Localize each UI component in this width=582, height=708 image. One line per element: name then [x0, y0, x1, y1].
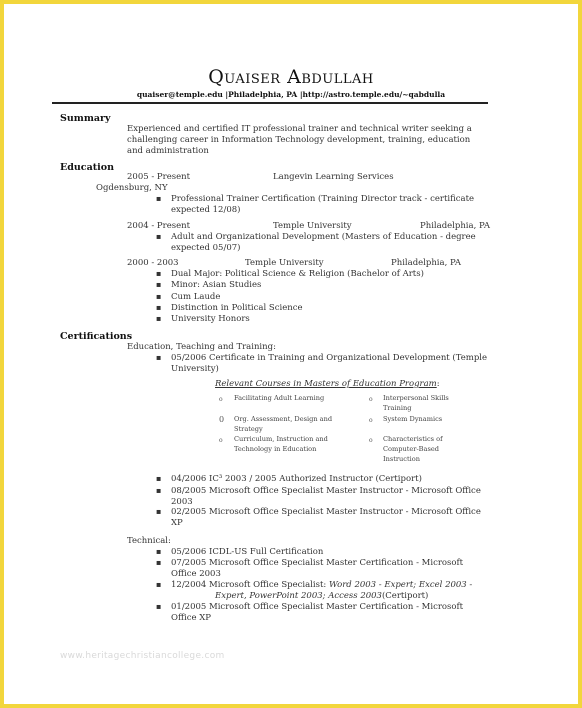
edu2-dates: 2004 - Present: [127, 221, 191, 231]
cert-group-education: Education, Teaching and Training:: [127, 342, 276, 352]
course-marker: o: [369, 437, 373, 444]
tech-item-3-suffix: (Certiport): [381, 591, 429, 601]
bullet-icon: ▪: [156, 303, 162, 312]
edu3-bullet: Dual Major: Political Science & Religion (Bachelor of Arts): [171, 269, 424, 279]
course-left-2-line-2: Strategy: [234, 425, 263, 433]
cert-group-technical: Technical:: [127, 536, 171, 546]
course-marker: 0: [219, 415, 225, 424]
tech-item-3-italic-1: Word 2003 - Expert; Excel 2003 -: [328, 580, 473, 590]
tech-item-3-prefix: 12/2004 Microsoft Office Specialist:: [171, 580, 329, 590]
bullet-icon: ▪: [156, 292, 162, 301]
edu1-location: Ogdensburg, NY: [96, 183, 168, 193]
courses-heading-text: Relevant Courses in Masters of Education Program: [215, 379, 437, 389]
tech-item-4-line-2: Office XP: [171, 613, 211, 623]
cert-item-3-line-1: 08/2005 Microsoft Office Specialist Master Instructor - Microsoft Office: [171, 486, 481, 496]
course-left-2-line-1: Org. Assessment, Design and: [234, 415, 333, 423]
course-right-1-line-1: Interpersonal Skills: [383, 394, 449, 402]
bullet-icon: ▪: [156, 474, 162, 483]
edu3-bullet: Distinction in Political Science: [171, 303, 303, 313]
resume-name: Quaiser Abdullah: [208, 66, 374, 88]
edu2-location: Philadelphia, PA: [420, 221, 491, 231]
edu1-detail-1: Professional Trainer Certification (Training Director track - certificate: [171, 194, 475, 204]
edu3-org: Temple University: [245, 258, 324, 268]
tech-item-4-line-1: 01/2005 Microsoft Office Specialist Master Certification - Microsoft: [171, 602, 464, 612]
header-rule: [52, 102, 488, 104]
cert-item-4-line-1: 02/2005 Microsoft Office Specialist Master Instructor - Microsoft Office: [171, 507, 481, 517]
course-marker: o: [219, 437, 223, 444]
bullet-icon: ▪: [156, 602, 162, 611]
bullet-icon: ▪: [156, 580, 162, 589]
edu3-bullet: University Honors: [171, 314, 250, 324]
course-right-3-line-1: Characteristics of: [383, 435, 443, 443]
summary-line-2: challenging career in Information Technology development, training, education: [127, 135, 471, 145]
bullet-icon: ▪: [156, 232, 162, 241]
courses-heading-colon: :: [436, 379, 440, 389]
cert-item-3-line-2: 2003: [171, 497, 193, 507]
bullet-icon: ▪: [156, 314, 162, 323]
cert-item-1-line-2: University): [171, 364, 219, 374]
edu3-bullet: Cum Laude: [171, 292, 221, 302]
course-marker: o: [219, 396, 223, 403]
watermark: www.heritagechristiancollege.com: [60, 651, 225, 661]
contact-line: quaiser@temple.edu |Philadelphia, PA |http://astro.temple.edu/~qabdulla: [136, 90, 446, 99]
course-left-3-line-2: Technology in Education: [234, 445, 317, 453]
tech-item-2-line-1: 07/2005 Microsoft Office Specialist Master Certification - Microsoft: [171, 558, 464, 568]
summary-line-3: and administration: [127, 146, 209, 156]
course-marker: o: [369, 396, 373, 403]
certifications-heading: Certifications: [60, 331, 133, 342]
edu3-bullet: Minor: Asian Studies: [171, 280, 262, 290]
cert-item-4-line-2: XP: [171, 518, 183, 528]
courses-heading: [215, 379, 440, 390]
bullet-icon: ▪: [156, 280, 162, 289]
course-marker: o: [369, 417, 373, 424]
summary-line-1: Experienced and certified IT professional trainer and technical writer seeking a: [127, 124, 472, 134]
edu1-org: Langevin Learning Services: [273, 172, 394, 182]
tech-item-3-line-2: [215, 591, 428, 602]
course-left-1: Facilitating Adult Learning: [234, 394, 325, 402]
edu3-location: Philadelphia, PA: [391, 258, 462, 268]
edu1-dates: 2005 - Present: [127, 172, 191, 182]
bullet-icon: ▪: [156, 547, 162, 556]
tech-item-3-italic-2: Expert, PowerPoint 2003; Access 2003: [215, 591, 382, 601]
edu3-dates: 2000 - 2003: [127, 258, 179, 268]
summary-heading: Summary: [60, 113, 111, 124]
course-right-3-line-2: Computer-Based: [383, 445, 439, 453]
bullet-icon: ▪: [156, 558, 162, 567]
edu1-detail-2: expected 12/08): [171, 205, 241, 215]
edu2-org: Temple University: [273, 221, 352, 231]
tech-item-2-line-2: Office 2003: [171, 569, 221, 579]
bullet-icon: ▪: [156, 269, 162, 278]
course-right-1-line-2: Training: [383, 404, 412, 412]
bullet-icon: ▪: [156, 194, 162, 203]
course-right-2: System Dynamics: [383, 415, 443, 423]
bullet-icon: ▪: [156, 353, 162, 362]
bullet-icon: ▪: [156, 507, 162, 516]
course-left-3-line-1: Curriculum, Instruction and: [234, 435, 328, 443]
tech-item-1: 05/2006 ICDL-US Full Certification: [171, 547, 324, 557]
course-right-3-line-3: Instruction: [383, 455, 420, 463]
education-heading: Education: [60, 162, 114, 173]
edu2-detail-2: expected 05/07): [171, 243, 241, 253]
bullet-icon: ▪: [156, 486, 162, 495]
tech-item-3-line-1: [171, 580, 472, 591]
edu2-detail-1: Adult and Organizational Development (Masters of Education - degree: [171, 232, 476, 242]
cert-item-1-line-1: 05/2006 Certificate in Training and Organizational Development (Temple: [171, 353, 488, 363]
cert-item-2: 04/2006 IC³ 2003 / 2005 Authorized Instructor (Certiport): [171, 474, 422, 484]
